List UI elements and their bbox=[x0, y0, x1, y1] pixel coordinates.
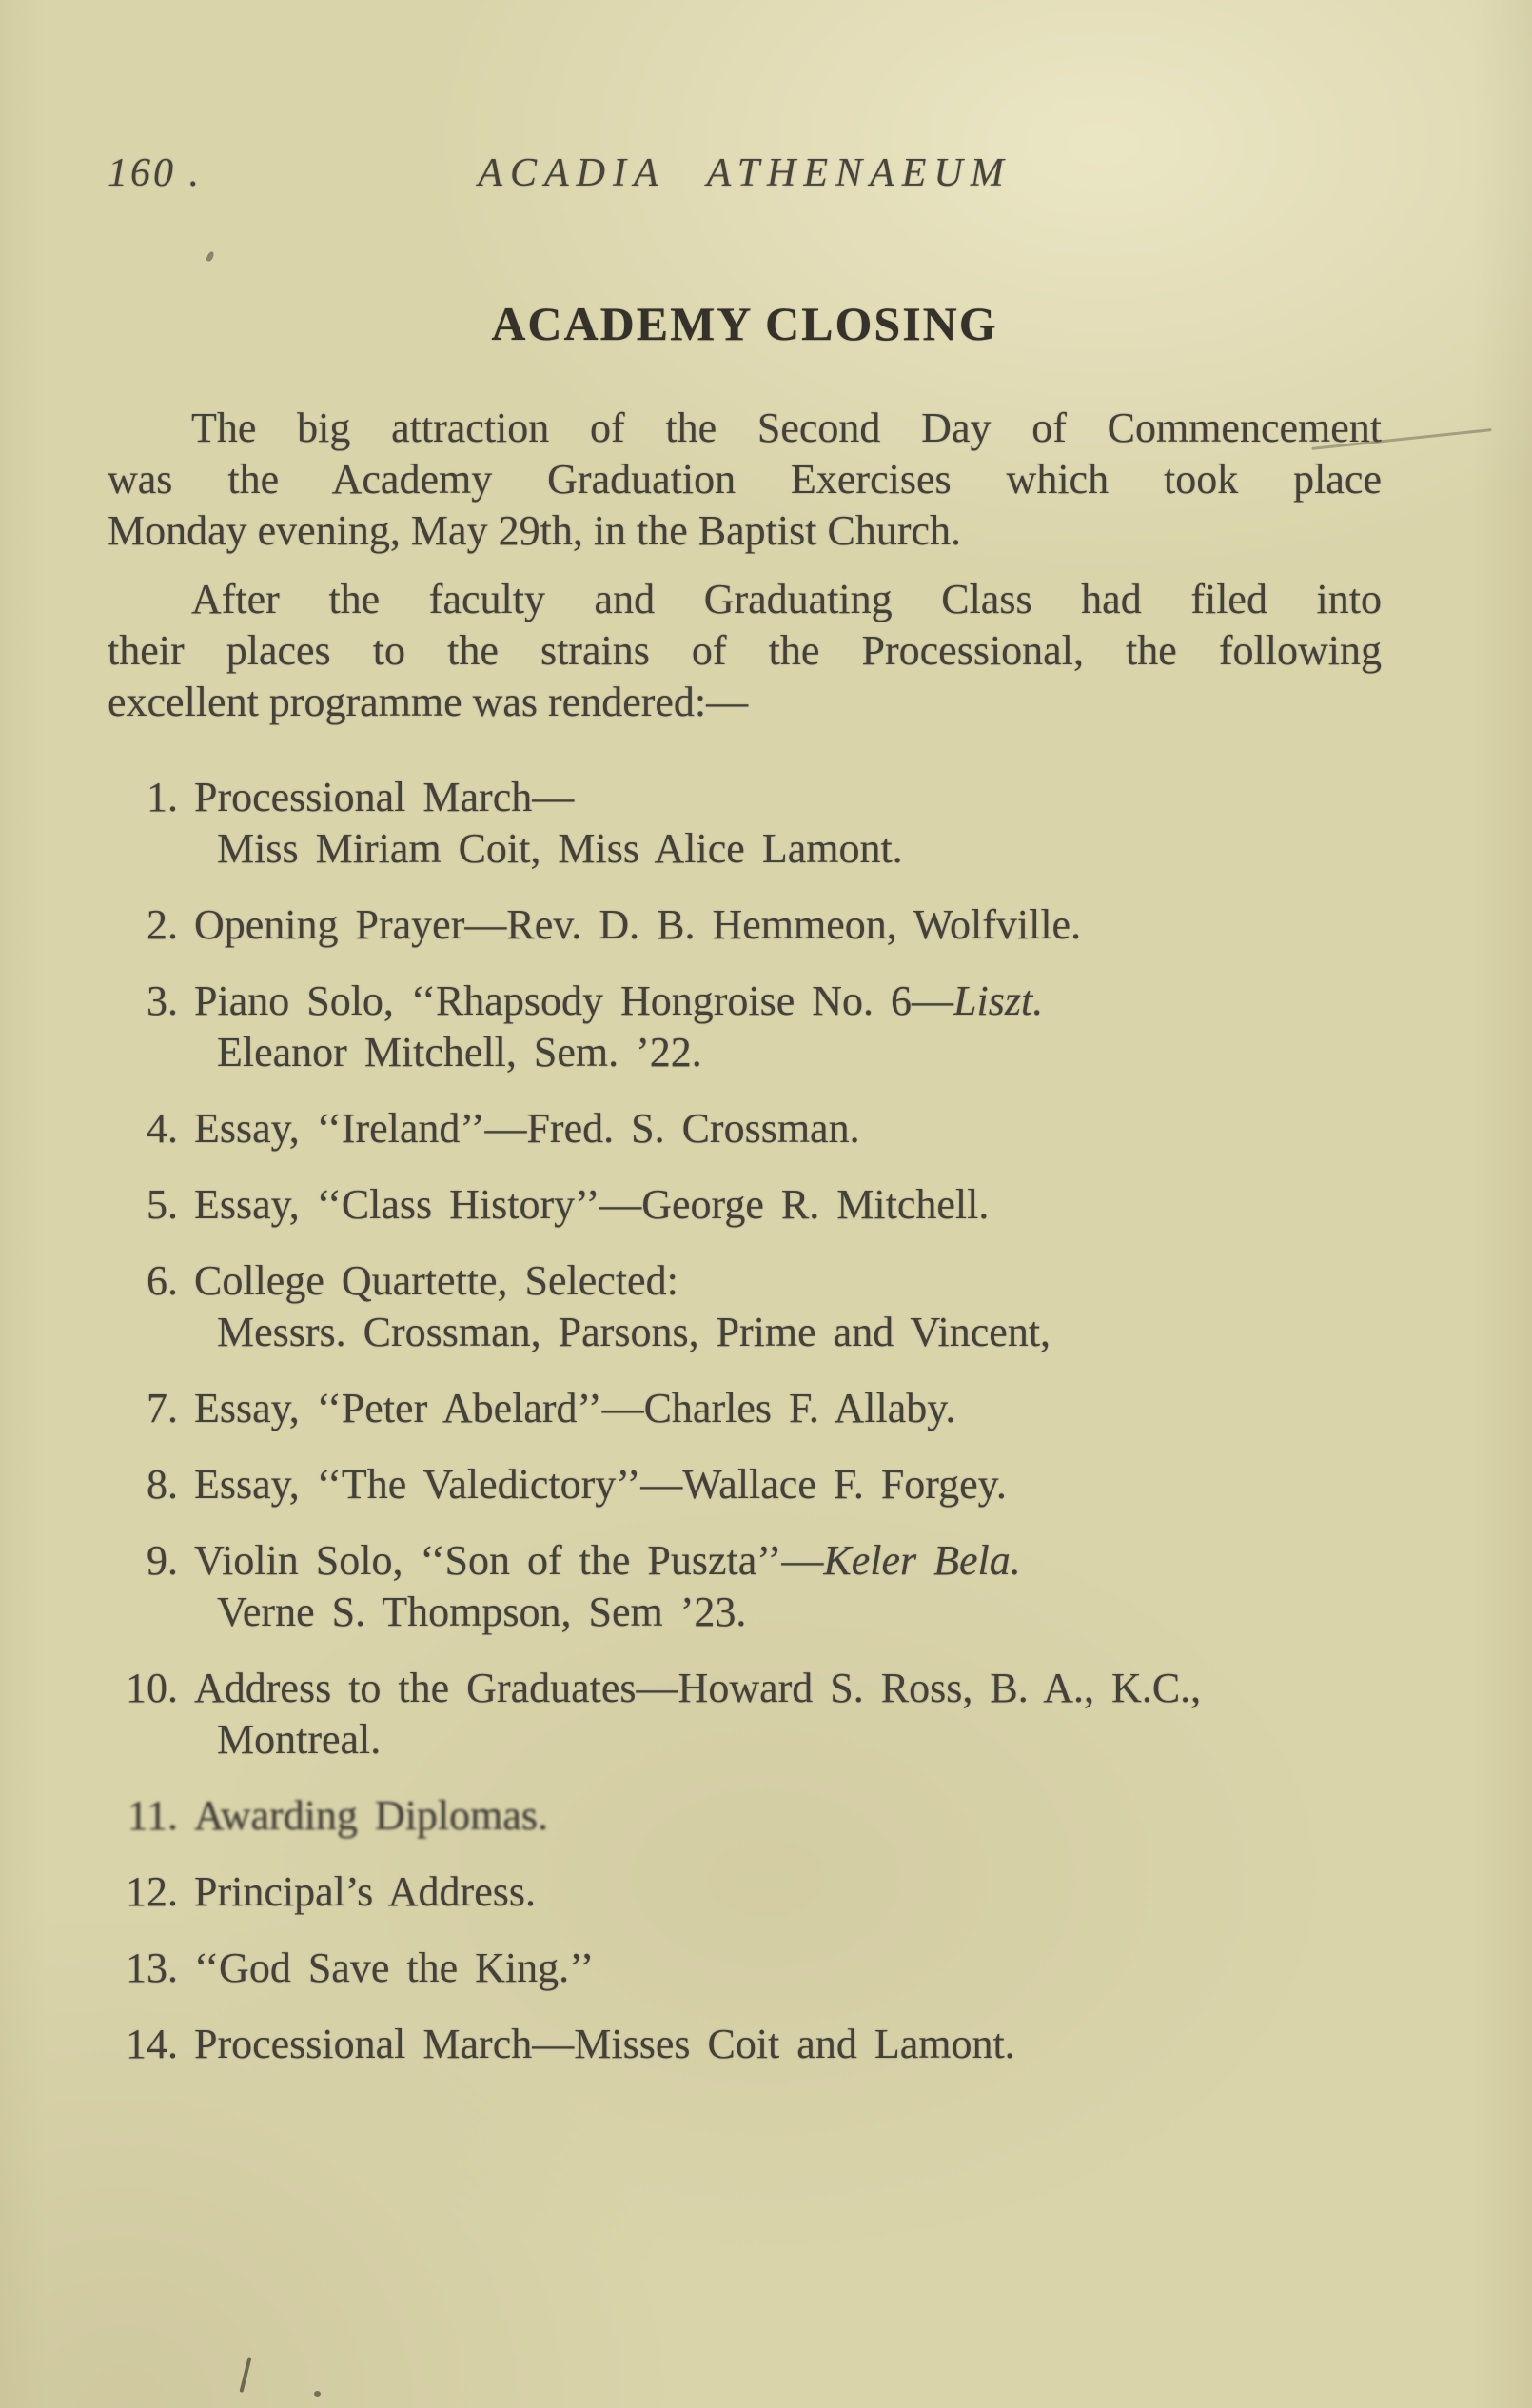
programme-item-line bbox=[194, 2019, 1382, 2070]
paragraph-line: The big attraction of the Second Day of Commencement bbox=[191, 405, 1382, 451]
programme-item bbox=[108, 1663, 1382, 1766]
text-segment: Principal’s Address. bbox=[194, 1868, 536, 1915]
paragraph-line: was the Academy Graduation Exercises which took place bbox=[108, 456, 1382, 503]
page-number: 160 . bbox=[108, 151, 202, 195]
programme-item-number: 9. bbox=[147, 1537, 178, 1584]
journal-title: ACADIA ATHENAEUM bbox=[478, 151, 1012, 195]
text-segment: Processional March— bbox=[194, 774, 575, 820]
pen-mark bbox=[239, 2357, 251, 2393]
programme-item-number: 4. bbox=[147, 1105, 178, 1152]
programme-item-line bbox=[194, 1943, 1382, 1994]
text-segment: Essay, ‘‘Ireland’’—Fred. S. Crossman. bbox=[194, 1105, 860, 1152]
programme-item bbox=[108, 1790, 1382, 1842]
paragraph-line: Monday evening, May 29th, in the Baptist Church. bbox=[108, 507, 961, 554]
text-segment: College Quartette, Selected: bbox=[194, 1257, 678, 1304]
text-segment: Verne S. Thompson, Sem ’23. bbox=[217, 1589, 747, 1635]
programme-item bbox=[108, 2019, 1382, 2070]
italic-text: Keler Bela. bbox=[823, 1537, 1021, 1584]
text-segment: Messrs. Crossman, Parsons, Prime and Vincent, bbox=[217, 1309, 1051, 1355]
programme-item bbox=[108, 1535, 1382, 1638]
programme-item-number: 7. bbox=[147, 1385, 178, 1431]
programme-item-line bbox=[194, 1663, 1382, 1714]
programme-item-line bbox=[194, 1587, 1382, 1638]
programme-item bbox=[108, 1103, 1382, 1155]
text-segment: Montreal. bbox=[217, 1716, 382, 1763]
text-segment: Essay, ‘‘The Valedictory’’—Wallace F. Forgey. bbox=[194, 1461, 1007, 1508]
programme-item-number: 14. bbox=[126, 2021, 178, 2067]
programme-item-line bbox=[194, 1383, 1382, 1434]
programme-item-number: 11. bbox=[127, 1792, 178, 1839]
article-paragraphs bbox=[108, 403, 1382, 728]
programme-item-line bbox=[194, 1255, 1382, 1307]
article-title: ACADEMY CLOSING bbox=[491, 297, 998, 350]
programme-item-line bbox=[194, 1027, 1382, 1078]
programme-item bbox=[108, 1943, 1382, 1994]
text-segment: Essay, ‘‘Class History’’—George R. Mitchell. bbox=[194, 1181, 990, 1228]
ink-dot bbox=[314, 2391, 321, 2397]
text-segment: Processional March—Misses Coit and Lamont. bbox=[194, 2021, 1015, 2067]
page-content bbox=[0, 150, 1532, 2070]
programme-item-line bbox=[194, 1790, 1382, 1842]
programme-item-line bbox=[194, 899, 1382, 951]
programme-item bbox=[108, 1459, 1382, 1510]
text-segment: ‘‘God Save the King.’’ bbox=[194, 1944, 595, 1991]
text-segment: Opening Prayer—Rev. D. B. Hemmeon, Wolfville. bbox=[194, 901, 1082, 948]
programme-item-number: 5. bbox=[147, 1181, 178, 1228]
programme-item-line bbox=[194, 1103, 1382, 1155]
programme-item bbox=[108, 1255, 1382, 1358]
programme-item-number: 13. bbox=[126, 1944, 178, 1991]
text-segment: Piano Solo, ‘‘Rhapsody Hongroise No. 6— bbox=[194, 977, 954, 1024]
programme-item-number: 1. bbox=[147, 774, 178, 820]
programme-item-number: 10. bbox=[126, 1665, 178, 1711]
programme-item-line bbox=[194, 1307, 1382, 1358]
text-segment: Miss Miriam Coit, Miss Alice Lamont. bbox=[217, 825, 903, 872]
programme-item-number: 12. bbox=[126, 1868, 178, 1915]
running-head bbox=[108, 150, 1382, 198]
programme-item bbox=[108, 1179, 1382, 1231]
text-segment: Violin Solo, ‘‘Son of the Puszta’’— bbox=[194, 1537, 824, 1584]
programme-item bbox=[108, 1866, 1382, 1918]
programme-item-line bbox=[194, 823, 1382, 875]
programme-item-line bbox=[194, 1535, 1382, 1587]
text-segment: Address to the Graduates—Howard S. Ross, B. A., K.C., bbox=[194, 1665, 1202, 1711]
text-segment: Essay, ‘‘Peter Abelard’’—Charles F. Allaby. bbox=[194, 1385, 956, 1431]
paragraph bbox=[108, 403, 1382, 557]
programme-list bbox=[108, 772, 1382, 2070]
programme-item bbox=[108, 1383, 1382, 1434]
text-segment: Eleanor Mitchell, Sem. ’22. bbox=[217, 1029, 702, 1076]
programme-item bbox=[108, 899, 1382, 951]
programme-item-number: 2. bbox=[147, 901, 178, 948]
italic-text: Liszt. bbox=[953, 977, 1044, 1024]
programme-item-line bbox=[194, 1459, 1382, 1510]
paragraph-line: their places to the strains of the Processional, the following bbox=[108, 627, 1382, 674]
programme-item-number: 3. bbox=[147, 977, 178, 1024]
programme-item-line bbox=[194, 772, 1382, 823]
programme-item bbox=[108, 772, 1382, 875]
paragraph-line: excellent programme was rendered:— bbox=[108, 679, 749, 725]
programme-item-line bbox=[194, 1866, 1382, 1918]
programme-item-number: 8. bbox=[147, 1461, 178, 1508]
paragraph-line: After the faculty and Graduating Class had filed into bbox=[191, 576, 1382, 622]
programme-item-line bbox=[194, 1179, 1382, 1231]
text-segment: Awarding Diplomas. bbox=[194, 1792, 549, 1839]
programme-item-line bbox=[194, 976, 1382, 1027]
paragraph bbox=[108, 574, 1382, 728]
programme-item bbox=[108, 976, 1382, 1078]
programme-item-number: 6. bbox=[147, 1257, 178, 1304]
programme-item-line bbox=[194, 1714, 1382, 1766]
